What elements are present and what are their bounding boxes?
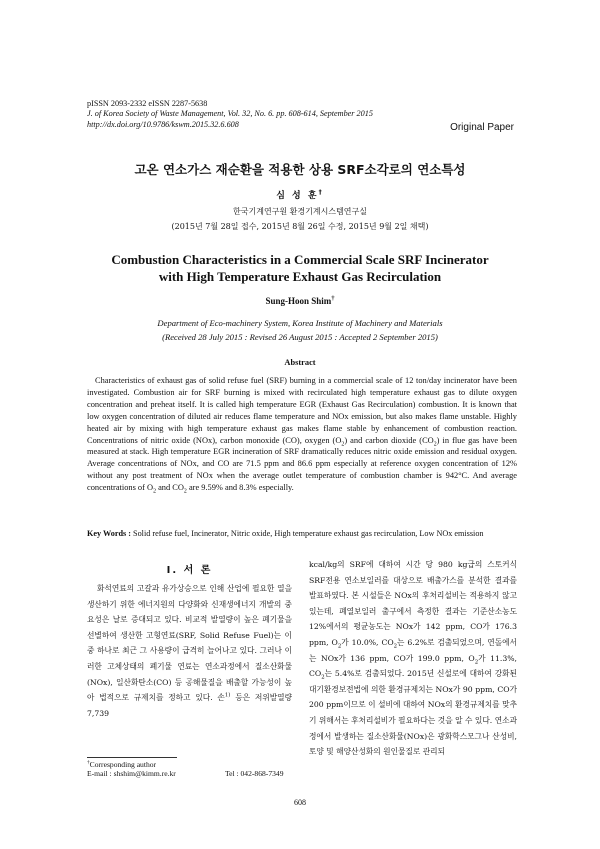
right-text-3: 는 6.2%로 검출되었으며, 연돌에서는 NOx가 136 ppm, CO가 199.0 ppm, O — [309, 637, 517, 663]
abstract-sub-co2-b: 2 — [183, 488, 187, 495]
abstract-text-1: Characteristics of exhaust gas of solid refuse fuel (SRF) burning in a commercial scale of 12 ton/day incinerator have been investigated. Combustion air for SRF burning is mixed with recirculated high temperature exhaust gas to dilute oxygen concentration and preheat itself. It is called high temperature EGR (Exhaust Gas Recirculation) combustion. It is known that low oxygen concentration of diluted air reduces flame temperature and NOx emission, but also makes flame unstable. Highly heated air by mixing with high temperature exhaust gas makes flame stable by enhancement of combustion reaction. Concentrations of nitric oxide (NOx), carbon monoxide (CO), oxygen (O — [87, 376, 517, 445]
issn-line: pISSN 2093-2332 eISSN 2287-5638 — [87, 99, 208, 108]
korean-dates: (2015년 7월 28일 접수, 2015년 8월 26일 수정, 2015년 9월 2일 채택) — [171, 222, 429, 231]
korean-author — [0, 188, 600, 201]
right-text-2: 가 10.0%, CO — [341, 637, 394, 647]
abstract-text-3: ) in flue gas have been measured at stack. High temperature EGR incineration of SRF dramatically reduces nitric oxide emission and residual oxygen. Average concentrations of NOx, and CO are 71.5 ppm and 86.6 ppm especially at reference oxygen concentration of 12% without any post treatment of NOx when the average outlet temperature of combustion chamber is 942°C. And average concentrations of O — [87, 435, 517, 493]
footnote-divider — [87, 757, 177, 758]
journal-citation: J. of Korea Society of Waste Management, Vol. 32, No. 6. pp. 608-614, September 2015 — [87, 109, 373, 119]
english-affiliation: Department of Eco-machinery System, Korea Institute of Machinery and Materials — [157, 318, 443, 328]
abstract-text-2: ) and carbon dioxide (CO — [344, 435, 434, 445]
page-number: 608 — [294, 798, 306, 807]
korean-affiliation: 한국기계연구원 환경기계시스템연구실 — [233, 207, 367, 216]
footnote-corresponding — [87, 760, 156, 769]
english-author-name: Sung-Hoon Shim — [265, 296, 332, 306]
right-sub-3: 2 — [474, 659, 479, 666]
abstract-heading: Abstract — [284, 358, 316, 367]
left-text-b: 등은 저위발열량 7,739 — [87, 693, 293, 718]
abstract-sub-o2: 2 — [341, 441, 345, 448]
left-text-a: 화석연료의 고갈과 유가상승으로 인해 산업에 필요한 열을 생산하기 위한 에너지원의 다양화와 신재생에너지 개발의 중요성은 날로 증대되고 있다. 비교적 발열량이 높은 폐기물을 선별하여 생산한 고형연료(SRF, Solid Refuse Fuel)는 이 중 하나로 최근 그 사용량이 급격히 늘어나고 있다. 그러나 이러한 고체상태의 폐기물 연료는 연소과정에서 질소산화물(NOx), 일산화탄소(CO) 등 공해물질을 배출할 가능성이 높아 법적으로 규제치를 정하고 있다. 손 — [87, 584, 292, 703]
keywords-label: Key Words : — [87, 529, 131, 538]
abstract-text-5: are 9.59% and 8.3% especially. — [186, 483, 294, 493]
abstract-body — [87, 375, 517, 494]
section-heading-introduction: I. 서 론 — [166, 565, 213, 576]
body-column-right — [309, 557, 517, 760]
keywords-text: Solid refuse fuel, Incinerator, Nitric oxide, High temperature exhaust gas recirculation, Low NOx emission — [130, 529, 484, 538]
doi-link[interactable]: http://dx.doi.org/10.9786/kswm.2015.32.6.608 — [87, 119, 239, 129]
article-type-label: Original Paper — [450, 122, 514, 133]
footnote-label: Corresponding author — [89, 760, 157, 769]
korean-title: 고온 연소가스 재순환을 적용한 상용 SRF소각로의 연소특성 — [134, 162, 466, 177]
author-dagger-mark: † — [318, 189, 324, 196]
english-dates: (Received 28 July 2015 : Revised 26 August 2015 : Accepted 2 September 2015) — [162, 332, 438, 342]
keywords — [87, 528, 517, 539]
english-author — [0, 296, 600, 306]
right-sub-4: 2 — [321, 674, 325, 681]
footnote-tel: Tel : 042-868-7349 — [225, 769, 284, 778]
body-column-left — [87, 581, 292, 721]
footnote-contact — [87, 769, 292, 778]
footnote-email[interactable]: E-mail : shshim@kimm.re.kr — [87, 769, 176, 778]
right-text-5: 는 5.4%로 검출되었다. 2015년 신설로에 대하여 강화된 대기환경보전법에 의한 환경규제치는 NOx가 90 ppm, CO가 200 ppm이므로 이 설비에 대하여 NOx의 환경규제치를 맞추기 위해서는 후처리설비가 필요하다는 것을 알 수 있다. 연소과정에서 발생하는 질소산화물(NOx)은 광화학스모그나 산성비, 토양 및 해양산성화의 원인물질로 관리되 — [309, 669, 517, 757]
reference-marker[interactable]: 1) — [224, 692, 231, 699]
right-text-1: kcal/kg의 SRF에 대하여 시간 당 980 kg급의 스토커식 SRF전용 연소보일러를 대상으로 배출가스를 분석한 결과를 발표하였다. 본 시설들은 NOx의 후처리설비는 적용하지 않고 있는데, 폐열보일러 출구에서 측정한 결과는 기준산소농도 12%에서의 평균농도는 NOx가 142 ppm, CO가 176.3 ppm, O — [309, 560, 517, 647]
abstract-text-4: and CO — [156, 483, 184, 493]
english-title — [0, 251, 600, 285]
footnote-dagger-mark: † — [87, 759, 90, 766]
right-text-4: 가 11.3%, CO — [309, 653, 517, 679]
english-title-line-2: with High Temperature Exhaust Gas Recirculation — [158, 269, 442, 284]
korean-author-name: 심 성 훈 — [276, 191, 319, 201]
right-sub-1: 2 — [337, 643, 342, 650]
english-author-dagger-mark: † — [331, 295, 335, 302]
english-title-line-1: Combustion Characteristics in a Commercial Scale SRF Incinerator — [111, 252, 489, 267]
abstract-sub-o2-b: 2 — [153, 488, 156, 495]
abstract-sub-co2: 2 — [433, 441, 437, 448]
right-sub-2: 2 — [393, 643, 398, 650]
